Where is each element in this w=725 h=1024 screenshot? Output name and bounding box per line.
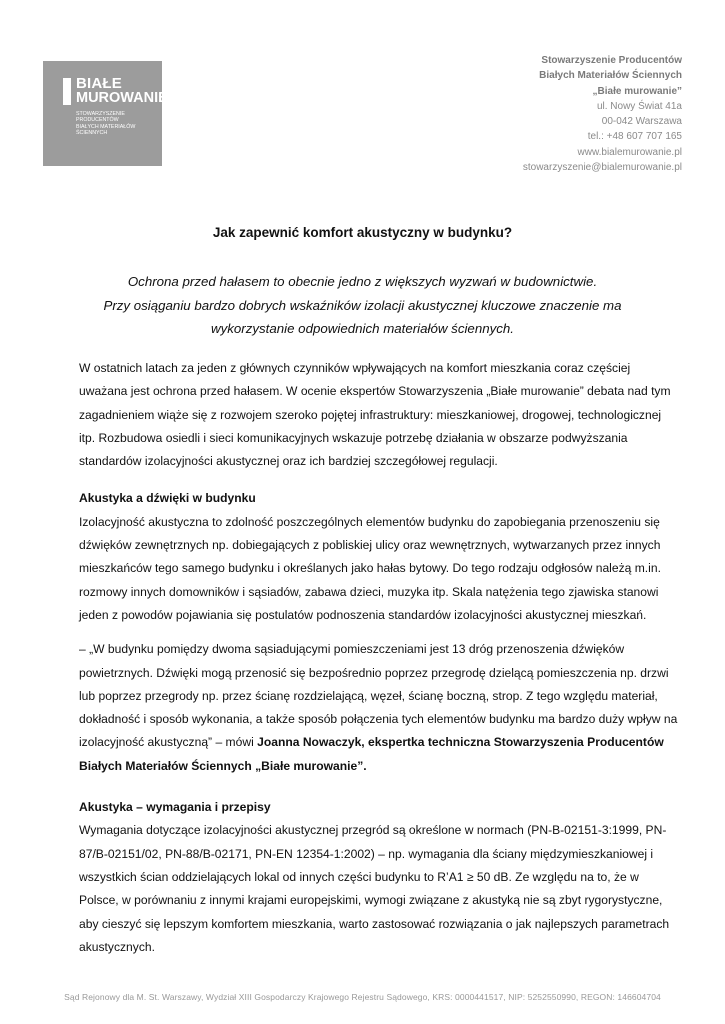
email-link[interactable]: stowarzyszenie@bialemurowanie.pl (522, 162, 682, 174)
logo-line2: MUROWANIE (76, 90, 168, 106)
org-name: „Białe murowanie” (592, 85, 682, 97)
logo (43, 61, 168, 166)
website-link[interactable]: www.bialemurowanie.pl (577, 146, 682, 158)
address-street: ul. Nowy Świat 41a (596, 100, 682, 112)
paragraph: Izolacyjność akustyczna to zdolność poszczególnych elementów budynku do zapobiegania przenoszeniu się dźwięków zewnętrznych np. dobiegających z pobliskiej ulicy oraz wewnętrznych, wytwarzanych przez innych mieszkańców tego samego budynku i określanych jako hałas bytowy. Do tego rodzaju odgłosów należą m.in. rozmowy innych domowników i sąsiadów, zabawa dzieci, muzyka itp. Skala natężenia tego zjawiska stanowi jeden z powodów pojawiania się postulatów podnoszenia standardów izolacyjności akustycznej mieszkań. (79, 514, 661, 622)
logo-sub-line: PRODUCENTÓW (76, 117, 119, 124)
logo-sub-line: BIAŁYCH MATERIAŁÓW (76, 123, 136, 130)
paragraph: Wymagania dotyczące izolacyjności akustycznej przegród są określone w normach (PN-B-02151-3:1999, PN-87/B-02151/02, PN-88/B-02171, PN-EN 12354-1:2002) – np. wymagania dla ściany międzymieszkaniowej i wszystkich ścian oddzielających lokal od innych części budynku to R’A1 ≥ 50 dB. Ze względu na to, że w Polsce, w porównaniu z innymi krajami europejskimi, wymogi związane z akustyką nie są zbyt rygorystyczne, aby cieszyć się lepszym komfortem mieszkania, warto zastosować rozwiązania o jak najlepszych parametrach akustycznych. (79, 823, 670, 954)
quote-author: Joanna Nowaczyk, ekspertka techniczna Stowarzyszenia Producentów Białych Materiałów Ściennych „Białe murowanie”. (79, 735, 664, 773)
section-heading: Akustyka a dźwięki w budynku (79, 491, 256, 506)
paragraph: W ostatnich latach za jeden z głównych czynników wpływających na komfort mieszkania coraz częściej uważana jest ochrona przed hałasem. W ocenie ekspertów Stowarzyszenia „Białe murowanie” debata nad tym zagadnieniem wiąże się z rozwojem szeroko pojętej infrastruktury: mieszkaniowej, drogowej, technologicznej itp. Rozbudowa osiedli i sieci komunikacyjnych wskazuje potrzebę działania w obszarze podwyższania standardów izolacyjności akustycznej oraz ich bardziej szczegółowej regulacji. (79, 361, 671, 469)
section-heading: Akustyka – wymagania i przepisy (79, 800, 271, 815)
logo-sub-line: STOWARZYSZENIE (76, 111, 125, 117)
article-body (79, 357, 679, 970)
logo-mark (63, 78, 71, 105)
org-name: Białych Materiałów Ściennych (539, 70, 682, 82)
lead-line: wykorzystanie odpowiednich materiałów ściennych. (210, 321, 515, 336)
lead-line: Ochrona przed hałasem to obecnie jedno z większych wyzwań w budownictwie. (127, 274, 598, 289)
lead-line: Przy osiąganiu bardzo dobrych wskaźników izolacji akustycznej kluczowe znaczenie ma (103, 297, 622, 313)
footer-registry: Sąd Rejonowy dla M. St. Warszawy, Wydział XIII Gospodarczy Krajowego Rejestru Sądowego, KRS: 0000441517, NIP: 5252550990, REGON: 146604704 (64, 992, 661, 1002)
address-city: 00-042 Warszawa (601, 116, 682, 128)
quote-text: – „W budynku pomiędzy dwoma sąsiadującymi pomieszczeniami jest 13 dróg przenoszenia dźwięków powietrznych. Dźwięki mogą przenosić się bezpośrednio poprzez przegrodę dzielącą pomieszczenia np. drzwi lub poprzez przegrody np. przez ścianę rozdzielającą, węzeł, ścianę boczną, strop. Z tego względu materiał, dokładność i sposób wykonania, a także sposób połączenia tych elementów budynku ma bardzo duży wpływ na izolacyjność akustyczną” – mówi (79, 642, 678, 750)
lead-paragraph (60, 270, 665, 341)
logo-line1: BIAŁE (76, 75, 122, 92)
logo-subtitle (76, 111, 135, 137)
logo-sub-line: ŚCIENNYCH (76, 130, 108, 137)
phone: tel.: +48 607 707 165 (587, 131, 682, 143)
quote-paragraph (79, 638, 679, 778)
page-title: Jak zapewnić komfort akustyczny w budynku? (212, 225, 513, 240)
contact-block (523, 53, 682, 175)
org-name: Stowarzyszenie Producentów (541, 55, 682, 66)
